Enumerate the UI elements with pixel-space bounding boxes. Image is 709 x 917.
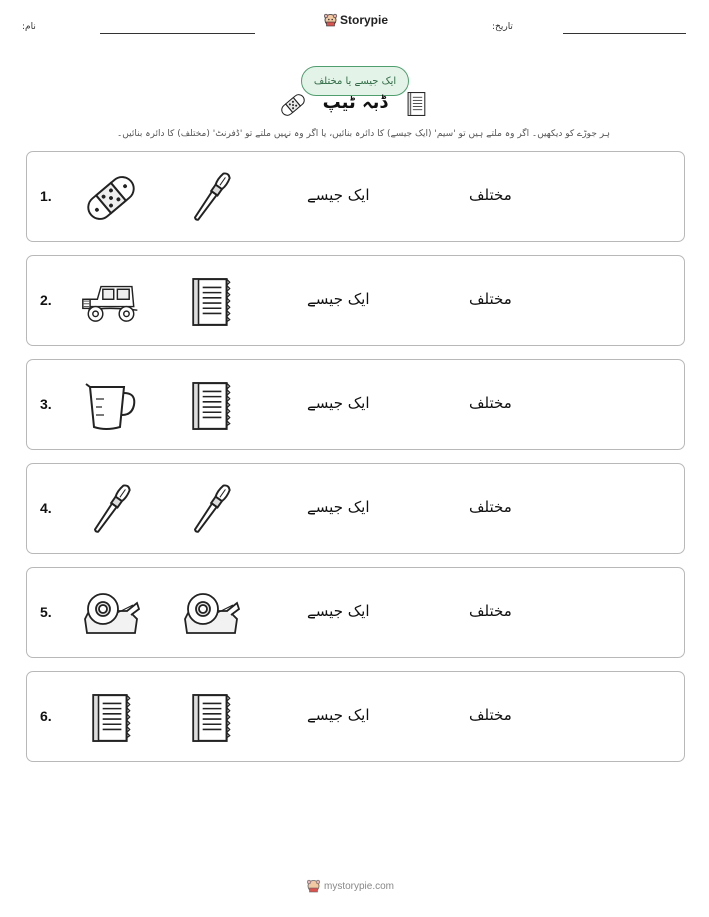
bandage-icon [278, 90, 308, 124]
topic-badge: ایک جیسے یا مختلف [301, 66, 409, 96]
exercise-row [26, 671, 685, 762]
date-label: تاریخ: [492, 22, 513, 32]
option-same[interactable]: ایک جیسے [307, 706, 370, 724]
exercise-row [26, 463, 685, 554]
storypie-mascot-icon [307, 879, 320, 893]
row-number: 6. [40, 708, 52, 724]
storypie-mascot-icon [324, 13, 337, 27]
name-label: نام: [22, 22, 36, 32]
option-same[interactable]: ایک جیسے [307, 186, 370, 204]
footer-url: mystorypie.com [324, 880, 395, 892]
worksheet-title [270, 88, 440, 122]
brand-logo [324, 13, 388, 27]
exercise-row [26, 567, 685, 658]
exercise-row [26, 151, 685, 242]
exercise-row [26, 359, 685, 450]
row-number: 2. [40, 292, 52, 308]
option-different[interactable]: مختلف [469, 498, 512, 516]
option-different[interactable]: مختلف [469, 186, 512, 204]
notebook-icon [181, 376, 241, 436]
row-number: 5. [40, 604, 52, 620]
option-same[interactable]: ایک جیسے [307, 498, 370, 516]
row-number: 1. [40, 188, 52, 204]
option-same[interactable]: ایک جیسے [307, 290, 370, 308]
option-different[interactable]: مختلف [469, 290, 512, 308]
instructions: ہر جوڑے کو دیکھیں۔ اگر وہ ملتے ہیں تو 'سیم' (ایک جیسے) کا دائرہ بنائیں، یا اگر وہ نہیں ملتے تو 'ڈفرنٹ' (مختلف) کا دائرہ بنائیں۔ [117, 129, 610, 139]
paintbrush-icon [181, 168, 241, 228]
exercise-row [26, 255, 685, 346]
name-line [100, 33, 255, 34]
notebook-icon [181, 688, 241, 748]
notebook-icon [81, 688, 141, 748]
option-different[interactable]: مختلف [469, 394, 512, 412]
vintage-car-icon [81, 272, 141, 332]
option-different[interactable]: مختلف [469, 706, 512, 724]
title-text: ڈبہ ٹیپ [322, 92, 388, 113]
option-same[interactable]: ایک جیسے [307, 394, 370, 412]
bandage-icon [81, 168, 141, 228]
brand-name: Storypie [340, 13, 389, 27]
paintbrush-icon [81, 480, 141, 540]
notebook-icon [181, 272, 241, 332]
measuring-cup-icon [81, 376, 141, 436]
tape-dispenser-icon [181, 584, 241, 644]
paintbrush-icon [181, 480, 241, 540]
row-number: 3. [40, 396, 52, 412]
footer [307, 879, 394, 893]
option-different[interactable]: مختلف [469, 602, 512, 620]
tape-dispenser-icon [81, 584, 141, 644]
date-line [563, 33, 686, 34]
row-number: 4. [40, 500, 52, 516]
notebook-icon [406, 91, 428, 121]
option-same[interactable]: ایک جیسے [307, 602, 370, 620]
